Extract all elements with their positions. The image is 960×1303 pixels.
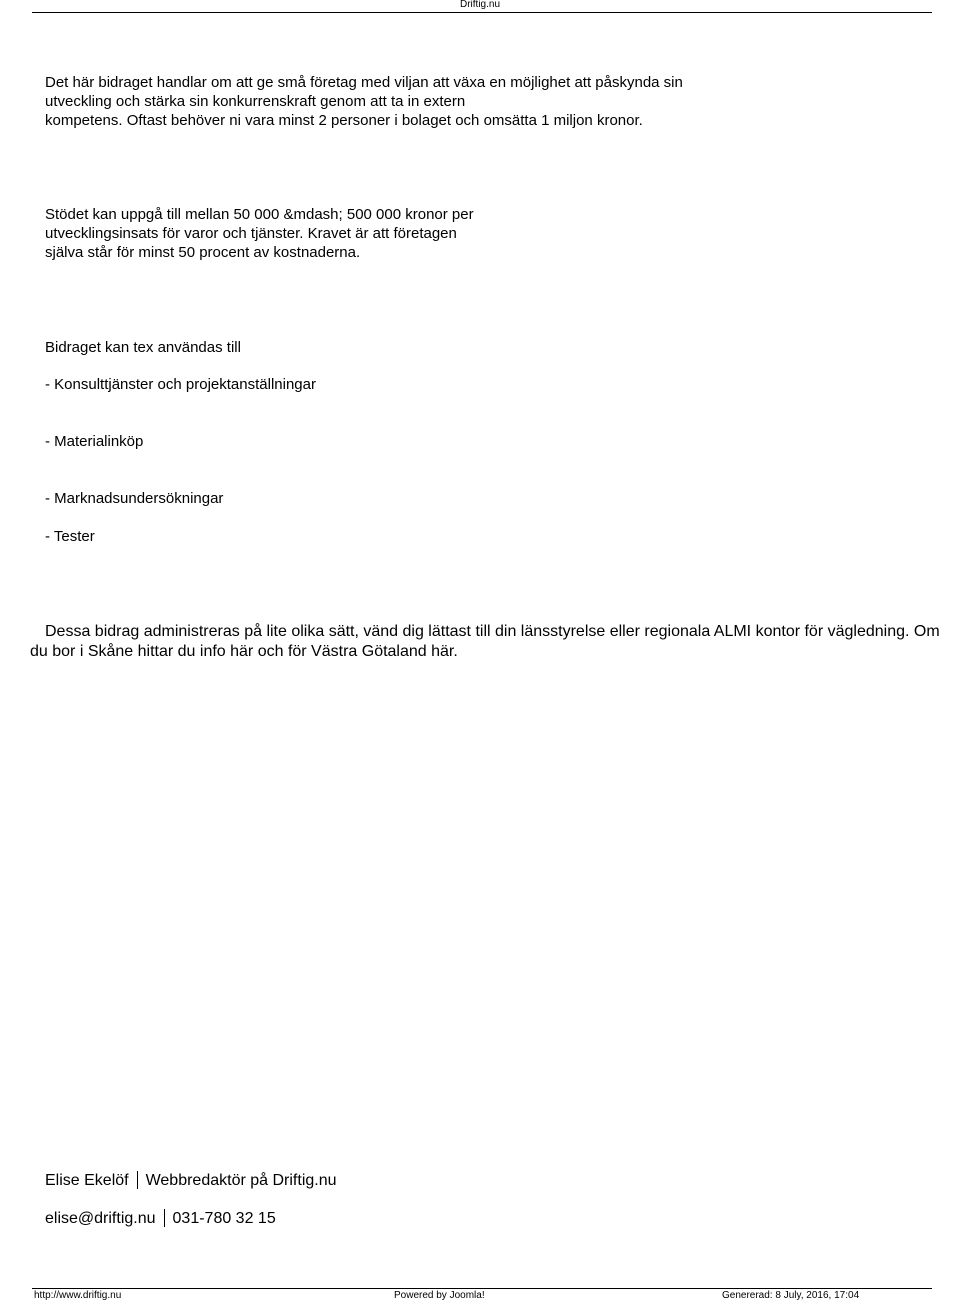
support-line: utvecklingsinsats för varor och tjänster. Kravet är att företagen xyxy=(45,225,457,242)
author-byline xyxy=(45,1171,337,1191)
header-divider xyxy=(32,12,932,13)
footer-url: http://www.driftig.nu xyxy=(34,1290,122,1301)
usage-item: - Marknadsundersökningar xyxy=(45,490,224,507)
intro-line: utveckling och stärka sin konkurrenskraft genom att ta in extern xyxy=(45,93,466,110)
author-name: Elise Ekelöf xyxy=(45,1172,129,1189)
usage-heading: Bidraget kan tex användas till xyxy=(45,339,241,356)
usage-item: - Materialinköp xyxy=(45,433,144,450)
intro-line: kompetens. Oftast behöver ni vara minst 2 personer i bolaget och omsätta 1 miljon kronor. xyxy=(45,112,643,129)
intro-line: Det här bidraget handlar om att ge små företag med viljan att växa en möjlighet att påskynda sin xyxy=(45,74,683,91)
author-role: Webbredaktör på Driftig.nu xyxy=(145,1172,337,1189)
admin-line: Dessa bidrag administreras på lite olika sätt, vänd dig lättast till din länsstyrelse eller regionala ALMI kontor för vägledning. Om xyxy=(45,623,940,640)
site-title: Driftig.nu xyxy=(459,0,500,10)
admin-line: du bor i Skåne hittar du info här och för Västra Götaland här. xyxy=(30,643,458,660)
author-email: elise@driftig.nu xyxy=(45,1210,156,1227)
support-paragraph xyxy=(45,205,474,262)
author-contact xyxy=(45,1209,276,1229)
support-line: själva står för minst 50 procent av kostnaderna. xyxy=(45,244,361,261)
footer-powered-by: Powered by Joomla! xyxy=(394,1290,485,1301)
footer-generated-date: Genererad: 8 July, 2016, 17:04 xyxy=(722,1290,860,1301)
footer-divider xyxy=(32,1288,932,1289)
usage-item: - Tester xyxy=(45,528,95,545)
intro-paragraph xyxy=(45,73,683,130)
support-line: Stödet kan uppgå till mellan 50 000 &mdash; 500 000 kronor per xyxy=(45,206,474,223)
separator xyxy=(137,1171,138,1189)
admin-paragraph xyxy=(30,622,960,662)
separator xyxy=(164,1209,165,1227)
author-phone: 031-780 32 15 xyxy=(172,1210,276,1227)
usage-item: - Konsulttjänster och projektanställningar xyxy=(45,376,316,393)
